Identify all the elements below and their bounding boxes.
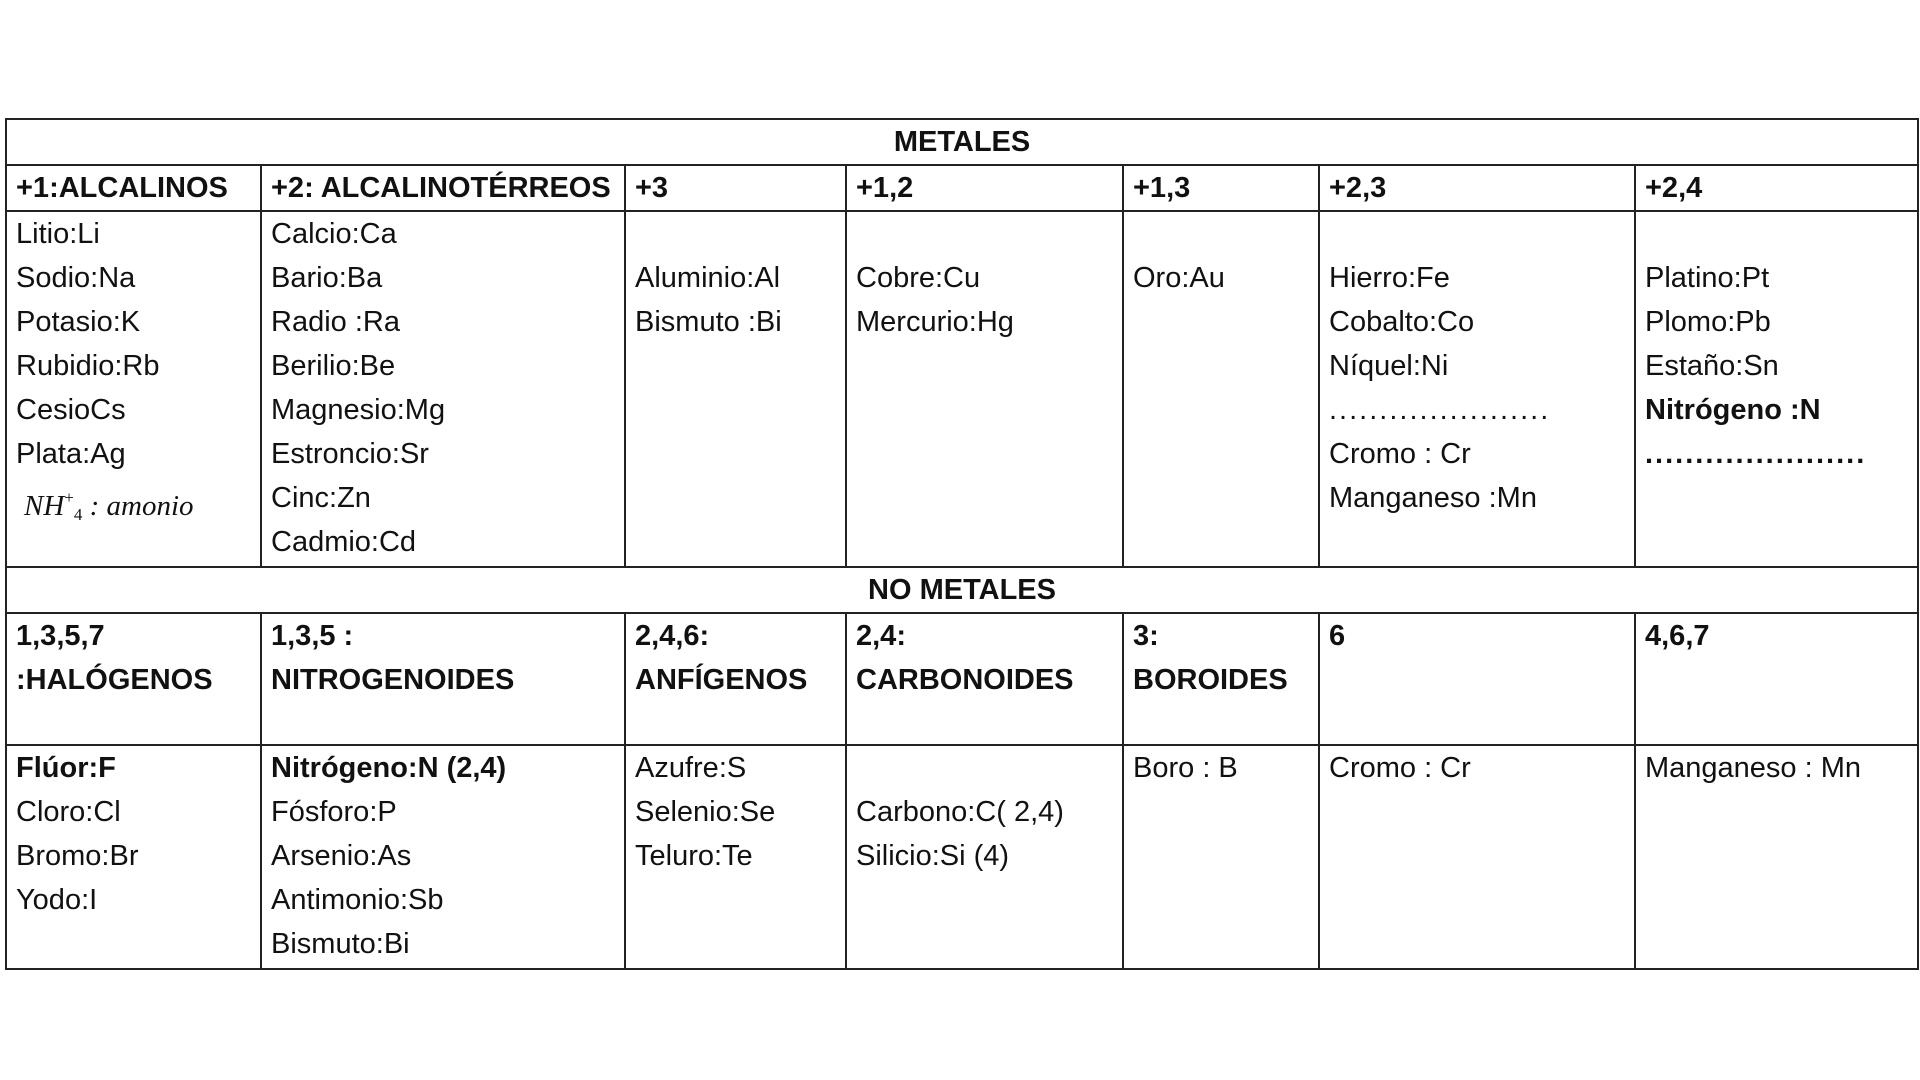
header-cuatro-seis-siete <box>1635 613 1918 745</box>
cell-mas3 <box>625 211 846 567</box>
header-valence: 3: <box>1133 620 1159 652</box>
element-item: CesioCs <box>16 394 126 426</box>
header-valence: 1,3,5 : <box>271 620 354 652</box>
element-item: Oro:Au <box>1133 262 1225 294</box>
element-item: Rubidio:Rb <box>16 350 160 382</box>
element-item: Sodio:Na <box>16 262 136 294</box>
cell-mas2-3 <box>1319 211 1635 567</box>
cell-alcalinoterreos <box>261 211 625 567</box>
cell-nitrogenoides <box>261 745 625 969</box>
cell-carbonoides <box>846 745 1123 969</box>
no-metales-title: NO METALES <box>6 567 1918 613</box>
element-item: Flúor:F <box>16 752 116 784</box>
amonio-formula <box>16 476 260 524</box>
element-item: Aluminio:Al <box>635 262 781 294</box>
element-item: Carbono:C( 2,4) <box>856 796 1064 828</box>
header-nitrogenoides <box>261 613 625 745</box>
element-item: Bismuto:Bi <box>271 928 410 960</box>
element-item: Magnesio:Mg <box>271 394 446 426</box>
cell-mas1-3 <box>1123 211 1319 567</box>
formula-charge: + <box>64 488 74 507</box>
header-mas3: +3 <box>625 165 846 211</box>
element-item: Bromo:Br <box>16 840 139 872</box>
element-item: Manganeso : Mn <box>1645 752 1862 784</box>
header-valence: 1,3,5,7 <box>16 620 105 652</box>
cell-mas1-2 <box>846 211 1123 567</box>
cell-alcalinos <box>6 211 261 567</box>
cell-seis <box>1319 745 1635 969</box>
element-item: Bismuto :Bi <box>635 306 782 338</box>
element-item: Cloro:Cl <box>16 796 121 828</box>
metales-title: METALES <box>6 119 1918 165</box>
no-metales-title-row <box>6 567 1918 613</box>
element-item: Estroncio:Sr <box>271 438 429 470</box>
header-mas2-4: +2,4 <box>1635 165 1918 211</box>
header-anfigenos <box>625 613 846 745</box>
element-item: Cromo : Cr <box>1329 438 1471 470</box>
element-item: Estaño:Sn <box>1645 350 1779 382</box>
dotted-separator: ...................... <box>1645 438 1867 470</box>
header-alcalinoterreos: +2: ALCALINOTÉRREOS <box>261 165 625 211</box>
formula-subscript: 4 <box>73 505 83 524</box>
element-item: Manganeso :Mn <box>1329 482 1537 514</box>
cell-halogenos <box>6 745 261 969</box>
element-item: Antimonio:Sb <box>271 884 444 916</box>
metales-title-row <box>6 119 1918 165</box>
element-item: Azufre:S <box>635 752 747 784</box>
header-carbonoides <box>846 613 1123 745</box>
element-item: Fósforo:P <box>271 796 397 828</box>
formula-name: : amonio <box>82 490 194 522</box>
element-item: Teluro:Te <box>635 840 753 872</box>
element-item: Platino:Pt <box>1645 262 1770 294</box>
metales-body-row <box>6 211 1918 567</box>
valence-table <box>5 118 1919 970</box>
header-valence: 2,4: <box>856 620 906 652</box>
element-item: Radio :Ra <box>271 306 400 338</box>
header-mas2-3: +2,3 <box>1319 165 1635 211</box>
header-valence: 6 <box>1329 620 1346 652</box>
element-item: Mercurio:Hg <box>856 306 1014 338</box>
element-item: Cadmio:Cd <box>271 526 417 558</box>
header-mas1-2: +1,2 <box>846 165 1123 211</box>
element-item: Plata:Ag <box>16 438 126 470</box>
element-item: Arsenio:As <box>271 840 412 872</box>
dotted-separator: ...................... <box>1329 394 1551 426</box>
element-item: Nitrógeno:N (2,4) <box>271 752 507 784</box>
element-item: Níquel:Ni <box>1329 350 1449 382</box>
no-metales-body-row <box>6 745 1918 969</box>
element-item: Selenio:Se <box>635 796 776 828</box>
element-item: Cobalto:Co <box>1329 306 1475 338</box>
header-valence: 4,6,7 <box>1645 620 1710 652</box>
element-item: Cobre:Cu <box>856 262 981 294</box>
header-alcalinos: +1:ALCALINOS <box>6 165 261 211</box>
cell-anfigenos <box>625 745 846 969</box>
metales-header-row <box>6 165 1918 211</box>
header-boroides <box>1123 613 1319 745</box>
element-item: Bario:Ba <box>271 262 383 294</box>
header-group: ANFÍGENOS <box>635 664 808 696</box>
cell-mas2-4 <box>1635 211 1918 567</box>
element-item: Plomo:Pb <box>1645 306 1771 338</box>
element-item: Berilio:Be <box>271 350 396 382</box>
element-item: Hierro:Fe <box>1329 262 1450 294</box>
header-group: NITROGENOIDES <box>271 664 515 696</box>
element-item: Yodo:I <box>16 884 98 916</box>
header-group: CARBONOIDES <box>856 664 1074 696</box>
element-item: Litio:Li <box>16 218 100 250</box>
element-item: Cromo : Cr <box>1329 752 1471 784</box>
element-item: Cinc:Zn <box>271 482 371 514</box>
element-item: Calcio:Ca <box>271 218 397 250</box>
cell-boroides <box>1123 745 1319 969</box>
header-mas1-3: +1,3 <box>1123 165 1319 211</box>
cell-cuatro-seis-siete <box>1635 745 1918 969</box>
header-group: :HALÓGENOS <box>16 664 213 696</box>
element-item: Boro : B <box>1133 752 1238 784</box>
element-item: Silicio:Si (4) <box>856 840 1010 872</box>
header-seis <box>1319 613 1635 745</box>
header-halogenos <box>6 613 261 745</box>
element-item: Nitrógeno :N <box>1645 394 1821 426</box>
header-group: BOROIDES <box>1133 664 1288 696</box>
element-item: Potasio:K <box>16 306 141 338</box>
header-valence: 2,4,6: <box>635 620 710 652</box>
formula-base: NH <box>24 490 65 522</box>
no-metales-header-row <box>6 613 1918 745</box>
